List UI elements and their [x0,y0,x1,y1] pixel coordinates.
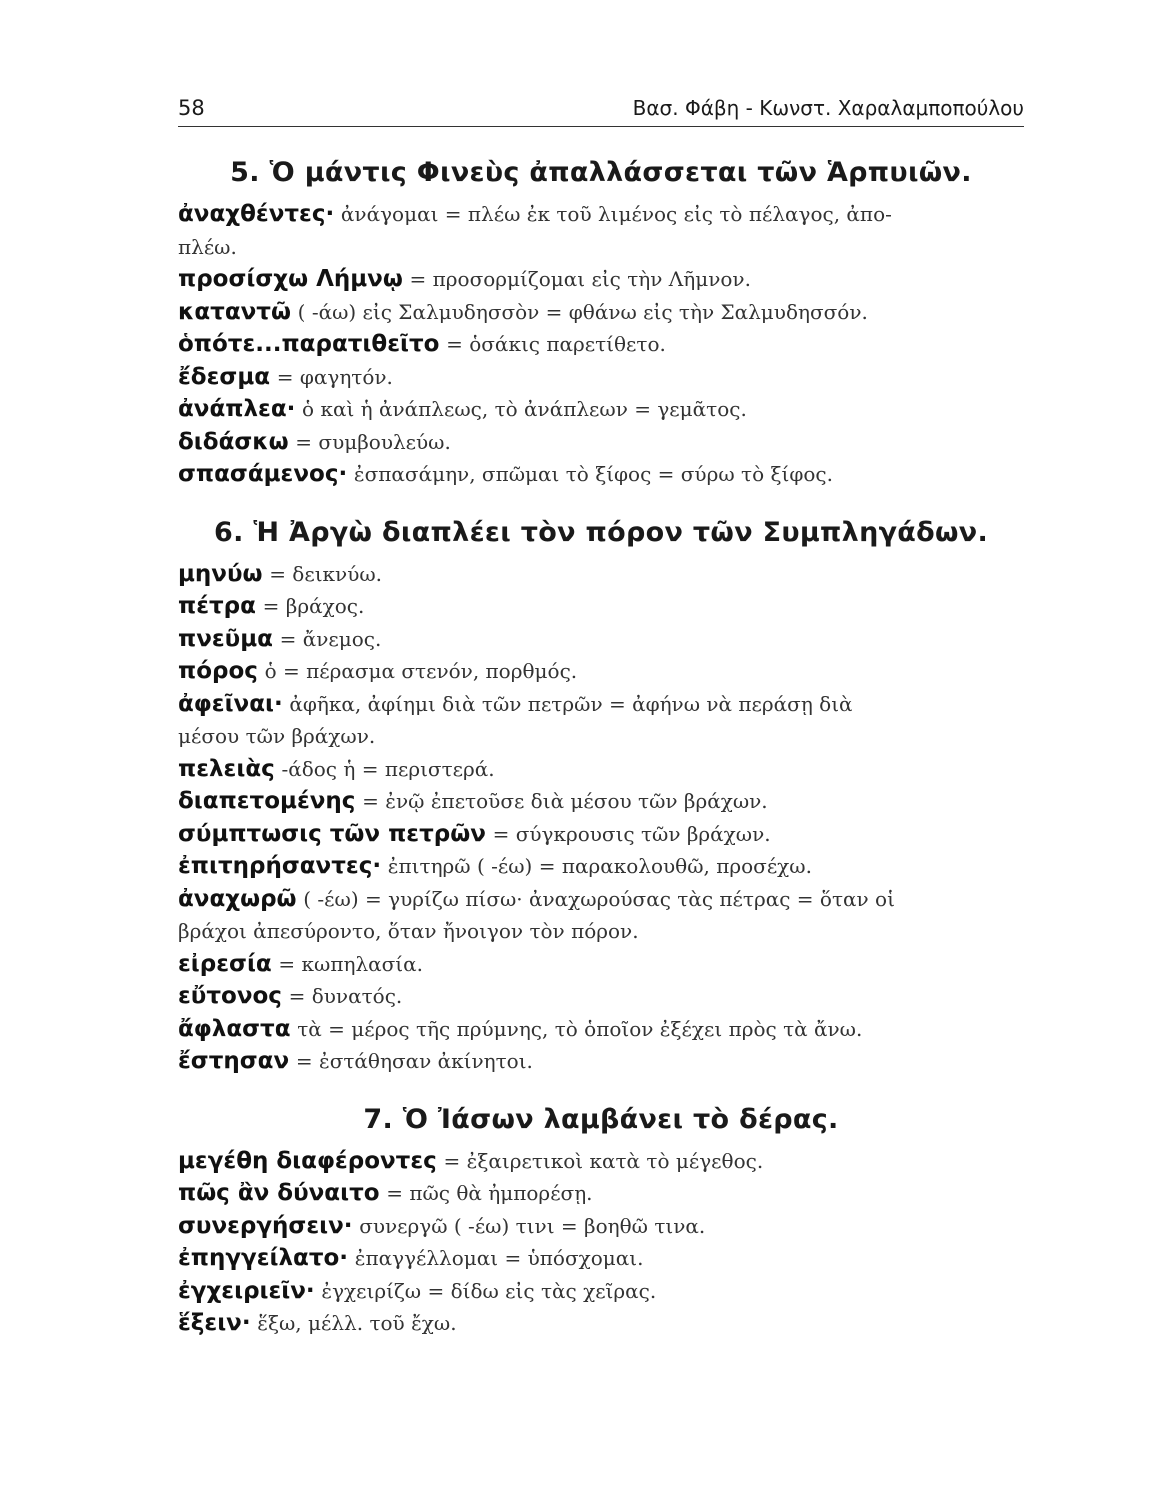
entry-definition: = δυνατός. [288,984,403,1008]
section-1 [178,157,1024,491]
entry-definition: ἐπαγγέλλομαι = ὑπόσχομαι. [354,1246,644,1270]
glossary-entry [178,1210,1024,1243]
entry-definition: ὁ = πέρασμα στενόν, πορθμός. [264,659,578,683]
entry-definition: = συμβουλεύω. [295,429,451,454]
glossary-entry [178,688,1024,753]
glossary-entry [178,198,1024,263]
entry-definition: = ἄνεμος. [279,626,382,651]
entry-term: ἄφλαστα [178,1015,291,1042]
glossary-entry [178,1013,1024,1046]
entry-term: σύμπτωσις τῶν πετρῶν [178,820,486,847]
entry-definition: ἀφῆκα, ἀφίημι διὰ τῶν πετρῶν = ἀφήνω νὰ περάσῃ διὰ [289,691,853,716]
entry-definition: ἐσπασάμην, σπῶμαι τὸ ξίφος = σύρω τὸ ξίφος. [353,462,833,486]
section-title: 6. Ἡ Ἀργὼ διαπλέει τὸν πόρον τῶν Συμπληγάδων. [214,516,988,548]
entry-term: προσίσχω Λήμνῳ [178,266,403,292]
entry-term: εὔτονος [178,983,282,1009]
section-2 [178,517,1024,1078]
entry-term: ἀφεῖναι· [178,690,283,717]
glossary-entry [178,850,1024,883]
entry-term: καταντῶ [178,298,291,325]
glossary-entry [178,361,1024,394]
glossary-entry [178,458,1024,491]
page-header [178,96,1024,127]
entry-definition: = ἐστάθησαν ἀκίνητοι. [295,1049,533,1073]
entry-definition: = ἐνῷ ἐπετοῦσε διὰ μέσου τῶν βράχων. [362,789,768,813]
entry-definition: συνεργῶ ( -έω) τινι = βοηθῶ τινα. [359,1213,706,1238]
entry-term: ἐπιτηρήσαντες· [178,853,382,879]
entry-definition: ἐγχειρίζω = δίδω εἰς τὰς χεῖρας. [321,1278,657,1303]
entry-term: πέτρα [178,593,256,619]
entry-definition: = βράχος. [262,594,365,618]
glossary-entry [178,818,1024,851]
glossary-entry [178,590,1024,623]
entry-definition: ἀνάγομαι = πλέω ἐκ τοῦ λιμένος εἰς τὸ πέλαγος, ἀπο- [340,202,892,226]
glossary-entry [178,883,1024,948]
glossary-entry [178,753,1024,786]
entry-definition: ἐπιτηρῶ ( -έω) = παρακολουθῶ, προσέχω. [387,854,812,878]
glossary-entry [178,426,1024,459]
glossary-entry [178,1145,1024,1178]
entry-definition-continuation: μέσου τῶν βράχων. [178,724,376,748]
entry-definition: ( -έω) = γυρίζω πίσω· ἀναχωρούσας τὰς πέτρας = ὅταν οἱ [303,886,895,911]
entry-term: ἀναχθέντες· [178,201,335,227]
entry-definition: ἕξω, μέλλ. τοῦ ἔχω. [257,1311,457,1335]
section-title: 7. Ὁ Ἰάσων λαμβάνει τὸ δέρας. [363,1103,839,1135]
entry-term: διαπετομένης [178,788,356,814]
glossary-entry [178,1177,1024,1210]
entry-term: πελειὰς [178,755,275,782]
entry-definition: = προσορμίζομαι εἰς τὴν Λῆμνον. [409,267,751,291]
entry-term: συνεργήσειν· [178,1212,353,1239]
entry-term: μηνύω [178,560,263,587]
glossary-entry [178,980,1024,1013]
glossary-entry [178,558,1024,591]
section-3 [178,1104,1024,1340]
section-title: 5. Ὁ μάντις Φινεὺς ἀπαλλάσσεται τῶν Ἁρπυιῶν. [230,157,972,188]
entry-term: ἕξειν· [178,1310,251,1336]
entry-term: ἐπηγγείλατο· [178,1245,349,1271]
entry-definition: = πῶς θὰ ἠμπορέσῃ. [386,1181,593,1205]
entry-term: πόρος [178,658,258,684]
entry-term: ἔδεσμα [178,363,271,390]
glossary-entry [178,328,1024,361]
entry-definition: = ἐξαιρετικοὶ κατὰ τὸ μέγεθος. [443,1148,764,1173]
entry-definition: ( -άω) εἰς Σαλμυδησσὸν = φθάνω εἰς τὴν Σαλμυδησσόν. [297,299,868,324]
entry-term: σπασάμενος· [178,461,348,487]
entry-term: μεγέθη διαφέροντες [178,1147,437,1174]
entry-term: εἰρεσία [178,950,272,977]
entry-definition: τὰ = μέρος τῆς πρύμνης, τὸ ὁποῖον ἐξέχει πρὸς τὰ ἄνω. [297,1016,863,1041]
entry-definition: = ὁσάκις παρετίθετο. [446,332,666,356]
entry-definition-continuation: βράχοι ἀπεσύροντο, ὅταν ἤνοιγον τὸν πόρον. [178,919,639,943]
entry-definition-continuation: πλέω. [178,234,237,259]
glossary-entry [178,655,1024,688]
glossary-entry [178,948,1024,981]
page-number: 58 [178,96,205,120]
glossary-entry [178,785,1024,818]
entry-definition: = φαγητόν. [276,364,393,389]
entry-term: ὁπότε...παρατιθεῖτο [178,331,440,357]
glossary-entry [178,296,1024,329]
entry-term: ἐγχειριεῖν· [178,1277,315,1304]
entry-definition: = δεικνύω. [269,561,383,586]
document-body [178,157,1024,1340]
glossary-entry [178,263,1024,296]
entry-term: πνεῦμα [178,625,273,652]
glossary-entry [178,1242,1024,1275]
glossary-entry [178,1045,1024,1078]
entry-definition: = σύγκρουσις τῶν βράχων. [492,821,771,846]
entry-term: ἀναχωρῶ [178,885,297,912]
glossary-entry [178,1307,1024,1340]
entry-definition: ὁ καὶ ἡ ἀνάπλεως, τὸ ἀνάπλεων = γεμᾶτος. [302,397,747,421]
glossary-entry [178,1275,1024,1308]
glossary-entry [178,393,1024,426]
entry-definition: = κωπηλασία. [278,951,423,976]
entry-term: ἀνάπλεα· [178,396,296,422]
running-title: Βασ. Φάβη - Κωνστ. Χαραλαμποπούλου [632,96,1024,120]
entry-term: πῶς ἂν δύναιτο [178,1180,380,1206]
glossary-entry [178,623,1024,656]
entry-term: ἔστησαν [178,1048,290,1074]
entry-term: διδάσκω [178,428,289,455]
entry-definition: -άδος ἡ = περιστερά. [281,756,495,781]
